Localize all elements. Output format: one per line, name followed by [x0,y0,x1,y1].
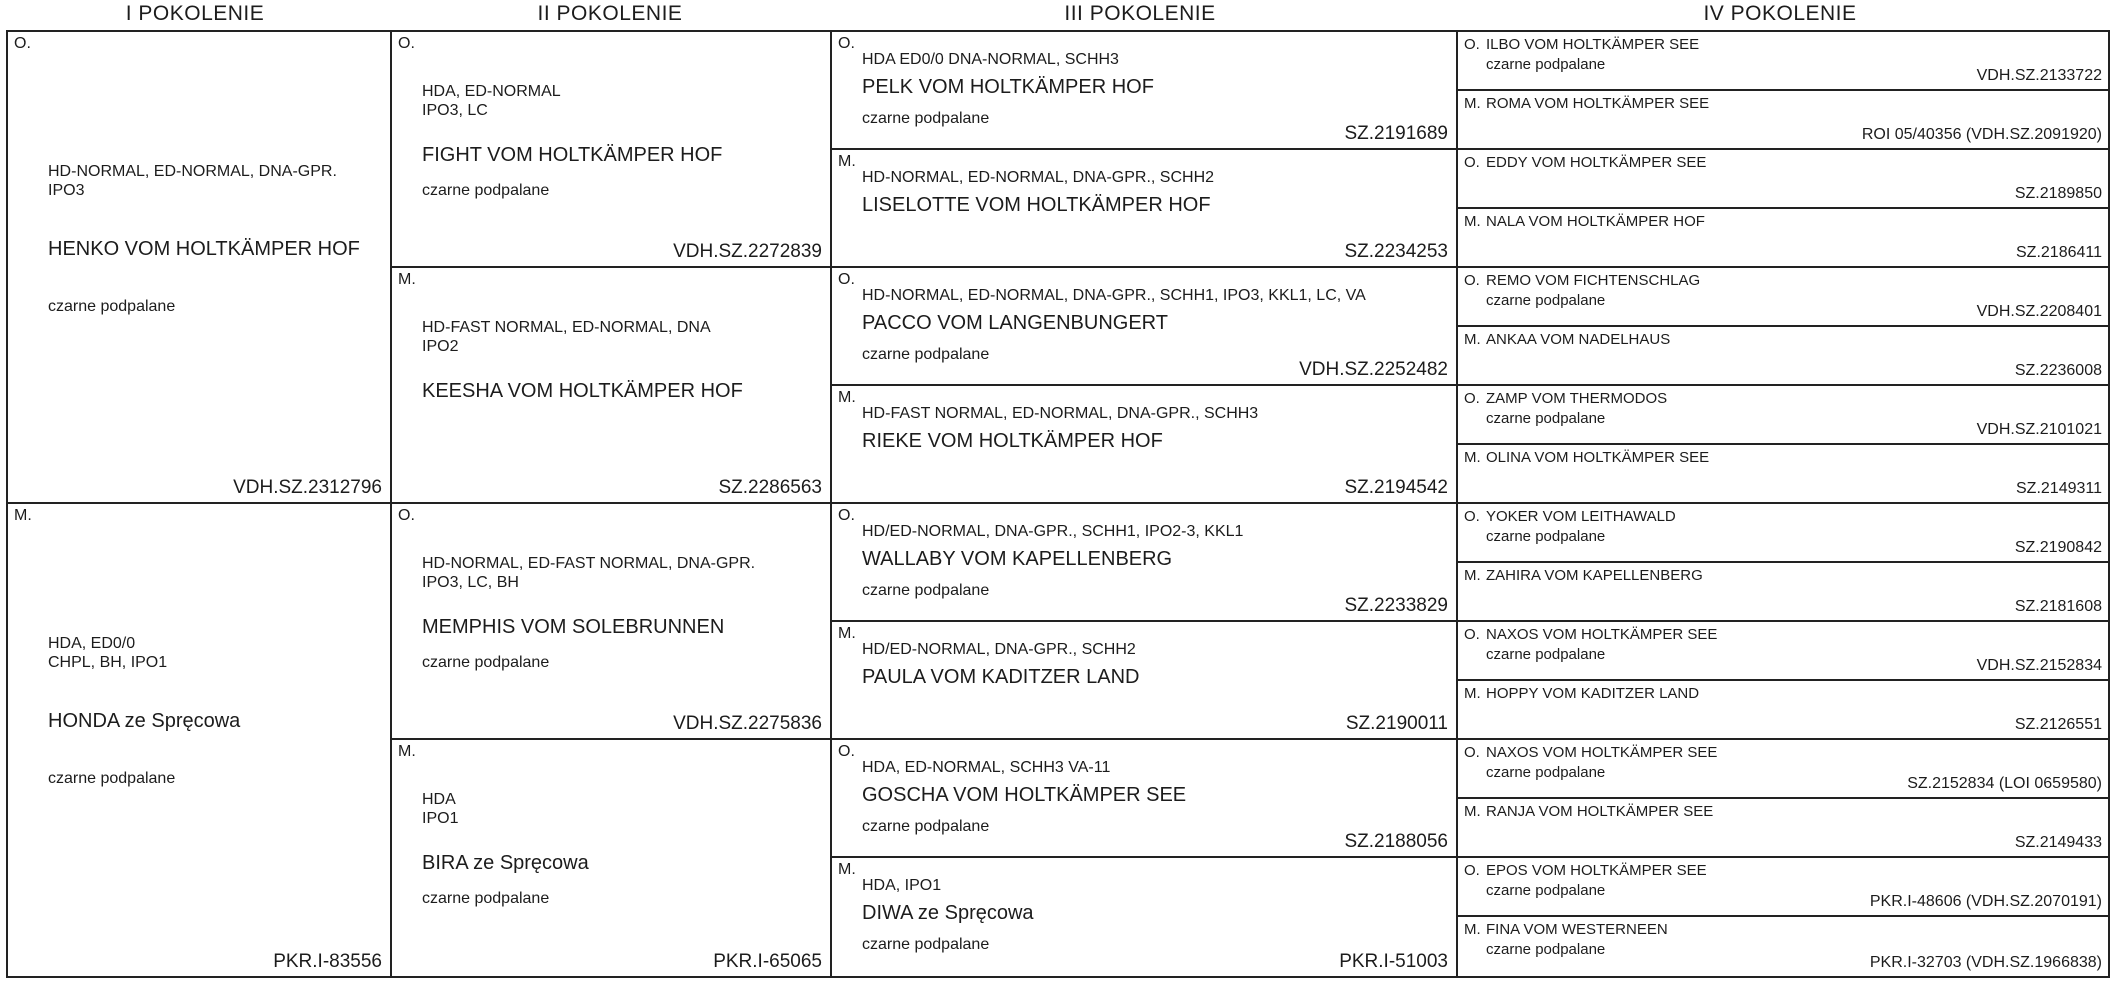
ancestor-sex: M. [1464,95,1481,112]
header-gen2: II POKOLENIE [537,2,683,25]
ancestor-sex: M. [1464,921,1481,938]
ancestor-color: czarne podpalane [1486,941,1606,958]
ancestor-sex: O. [1464,390,1480,407]
ancestor-sex: O. [398,35,415,52]
header-gen1: I POKOLENIE [125,2,265,25]
gen4-ancestor-cell [1458,445,2108,504]
ancestor-reg: SZ.2186411 [2016,244,2102,261]
gen2-ancestor-cell [392,32,832,268]
ancestor-info: HDA, ED-NORMAL, SCHH3 VA-11 [862,759,1111,776]
ancestor-color: czarne podpalane [862,936,990,953]
ancestor-color: czarne podpalane [862,346,990,363]
ancestor-sex: M. [1464,685,1481,702]
ancestor-info: HD-FAST NORMAL, ED-NORMAL, DNA-GPR., SCHH3 [862,405,1259,422]
gen4-ancestor-cell [1458,799,2108,858]
ancestor-info: HDA, ED-NORMAL IPO3, LC [422,83,561,119]
ancestor-name: KEESHA VOM HOLTKÄMPER HOF [422,380,743,402]
ancestor-color: czarne podpalane [48,770,176,787]
gen3-ancestor-cell [832,386,1458,504]
ancestor-info: HDA, IPO1 [862,877,942,894]
ancestor-reg: PKR.I-65065 [713,951,822,972]
ancestor-color: czarne podpalane [422,654,550,671]
ancestor-reg: VDH.SZ.2252482 [1299,359,1448,380]
gen3-ancestor-cell [832,622,1458,740]
ancestor-sex: M. [1464,213,1481,230]
gen4-ancestor-cell [1458,563,2108,622]
ancestor-reg: PKR.I-32703 (VDH.SZ.1966838) [1869,954,2102,971]
ancestor-sex: O. [1464,272,1480,289]
ancestor-color: czarne podpalane [1486,292,1606,309]
ancestor-name: YOKER VOM LEITHAWALD [1486,508,1676,525]
ancestor-info: HDA ED0/0 DNA-NORMAL, SCHH3 [862,51,1119,68]
ancestor-sex: O. [838,35,855,52]
ancestor-reg: SZ.2191689 [1344,123,1448,144]
gen4-ancestor-cell [1458,622,2108,681]
gen3-ancestor-cell [832,268,1458,386]
ancestor-name: WALLABY VOM KAPELLENBERG [862,548,1173,570]
ancestor-sex: M. [398,271,416,288]
ancestor-info: HD-NORMAL, ED-NORMAL, DNA-GPR. IPO3 [48,163,337,199]
ancestor-name: HENKO VOM HOLTKÄMPER HOF [48,238,360,260]
header-gen3: III POKOLENIE [1064,2,1216,25]
ancestor-name: ROMA VOM HOLTKÄMPER SEE [1486,95,1710,112]
ancestor-info: HD/ED-NORMAL, DNA-GPR., SCHH2 [862,641,1136,658]
ancestor-name: GOSCHA VOM HOLTKÄMPER SEE [862,784,1187,806]
ancestor-name: FIGHT VOM HOLTKÄMPER HOF [422,144,723,166]
ancestor-name: RANJA VOM HOLTKÄMPER SEE [1486,803,1714,820]
ancestor-info: HD-NORMAL, ED-NORMAL, DNA-GPR., SCHH1, IPO3, KKL1, LC, VA [862,287,1366,304]
gen4-ancestor-cell [1458,740,2108,799]
ancestor-name: REMO VOM FICHTENSCHLAG [1486,272,1701,289]
ancestor-reg: SZ.2189850 [2014,185,2102,202]
gen3-ancestor-cell [832,504,1458,622]
ancestor-name: MEMPHIS VOM SOLEBRUNNEN [422,616,725,638]
ancestor-reg: VDH.SZ.2275836 [673,713,822,734]
ancestor-name: PELK VOM HOLTKÄMPER HOF [862,76,1154,98]
ancestor-reg: VDH.SZ.2312796 [233,477,382,498]
gen1-ancestor-cell [8,504,392,976]
ancestor-name: NAXOS VOM HOLTKÄMPER SEE [1486,626,1718,643]
ancestor-reg: SZ.2234253 [1344,241,1448,262]
ancestor-reg: VDH.SZ.2152834 [1976,657,2102,674]
gen4-ancestor-cell [1458,150,2108,209]
ancestor-color: czarne podpalane [422,182,550,199]
ancestor-sex: M. [838,153,856,170]
ancestor-info: HD-FAST NORMAL, ED-NORMAL, DNA IPO2 [422,319,711,355]
ancestor-reg: VDH.SZ.2272839 [673,241,822,262]
gen4-ancestor-cell [1458,91,2108,150]
pedigree-table [6,30,2110,978]
ancestor-info: HDA IPO1 [422,791,459,827]
ancestor-reg: SZ.2190011 [1345,713,1448,734]
ancestor-reg: VDH.SZ.2133722 [1976,67,2102,84]
ancestor-sex: O. [1464,154,1480,171]
ancestor-reg: SZ.2236008 [2014,362,2102,379]
ancestor-color: czarne podpalane [862,818,990,835]
ancestor-name: BIRA ze Spręcowa [422,852,589,874]
ancestor-reg: SZ.2149433 [2014,834,2102,851]
ancestor-color: czarne podpalane [48,298,176,315]
ancestor-color: czarne podpalane [1486,56,1606,73]
generation-header [0,0,2117,30]
ancestor-name: LISELOTTE VOM HOLTKÄMPER HOF [862,194,1211,216]
ancestor-name: ZAMP VOM THERMODOS [1486,390,1668,407]
ancestor-name: HOPPY VOM KADITZER LAND [1486,685,1700,702]
ancestor-reg: SZ.2233829 [1344,595,1448,616]
ancestor-sex: O. [838,507,855,524]
ancestor-sex: O. [1464,744,1480,761]
ancestor-sex: O. [838,743,855,760]
ancestor-sex: M. [1464,331,1481,348]
ancestor-name: HONDA ze Spręcowa [48,710,241,732]
ancestor-reg: PKR.I-48606 (VDH.SZ.2070191) [1869,893,2102,910]
ancestor-reg: SZ.2286563 [718,477,822,498]
header-gen4: IV POKOLENIE [1703,2,1857,25]
ancestor-sex: M. [838,625,856,642]
ancestor-sex: M. [1464,449,1481,466]
ancestor-name: PAULA VOM KADITZER LAND [862,666,1140,688]
ancestor-color: czarne podpalane [1486,764,1606,781]
ancestor-name: PACCO VOM LANGENBUNGERT [862,312,1168,334]
ancestor-reg: SZ.2181608 [2014,598,2102,615]
ancestor-reg: SZ.2190842 [2014,539,2102,556]
gen2-ancestor-cell [392,268,832,504]
ancestor-sex: O. [1464,862,1480,879]
ancestor-name: RIEKE VOM HOLTKÄMPER HOF [862,430,1163,452]
ancestor-color: czarne podpalane [862,110,990,127]
ancestor-name: ILBO VOM HOLTKÄMPER SEE [1486,36,1700,53]
gen1-ancestor-cell [8,32,392,504]
gen3-ancestor-cell [832,150,1458,268]
gen4-ancestor-cell [1458,327,2108,386]
ancestor-reg: PKR.I-83556 [273,951,382,972]
ancestor-reg: SZ.2188056 [1344,831,1448,852]
gen4-ancestor-cell [1458,858,2108,917]
ancestor-sex: M. [1464,803,1481,820]
ancestor-info: HD/ED-NORMAL, DNA-GPR., SCHH1, IPO2-3, KKL1 [862,523,1244,540]
ancestor-sex: M. [838,861,856,878]
ancestor-name: FINA VOM WESTERNEEN [1486,921,1668,938]
ancestor-sex: O. [1464,508,1480,525]
ancestor-name: OLINA VOM HOLTKÄMPER SEE [1486,449,1710,466]
ancestor-reg: SZ.2194542 [1344,477,1448,498]
ancestor-name: NALA VOM HOLTKÄMPER HOF [1486,213,1705,230]
ancestor-reg: VDH.SZ.2101021 [1976,421,2102,438]
ancestor-reg: VDH.SZ.2208401 [1976,303,2102,320]
ancestor-sex: M. [14,507,32,524]
ancestor-sex: O. [838,271,855,288]
ancestor-reg: SZ.2126551 [2014,716,2102,733]
gen4-ancestor-cell [1458,209,2108,268]
gen3-ancestor-cell [832,32,1458,150]
ancestor-info: HDA, ED0/0 CHPL, BH, IPO1 [48,635,168,671]
gen4-ancestor-cell [1458,268,2108,327]
ancestor-sex: O. [1464,36,1480,53]
gen4-ancestor-cell [1458,917,2108,976]
ancestor-info: HD-NORMAL, ED-NORMAL, DNA-GPR., SCHH2 [862,169,1215,186]
ancestor-reg: PKR.I-51003 [1339,951,1448,972]
gen3-ancestor-cell [832,740,1458,858]
ancestor-name: EPOS VOM HOLTKÄMPER SEE [1486,862,1707,879]
ancestor-color: czarne podpalane [1486,882,1606,899]
ancestor-name: NAXOS VOM HOLTKÄMPER SEE [1486,744,1718,761]
gen4-ancestor-cell [1458,386,2108,445]
ancestor-color: czarne podpalane [1486,410,1606,427]
ancestor-sex: O. [14,35,31,52]
ancestor-name: ANKAA VOM NADELHAUS [1486,331,1671,348]
gen2-ancestor-cell [392,504,832,740]
ancestor-sex: M. [1464,567,1481,584]
ancestor-name: ZAHIRA VOM KAPELLENBERG [1486,567,1703,584]
ancestor-color: czarne podpalane [1486,646,1606,663]
gen2-ancestor-cell [392,740,832,976]
ancestor-info: HD-NORMAL, ED-FAST NORMAL, DNA-GPR. IPO3, LC, BH [422,555,756,591]
ancestor-color: czarne podpalane [422,890,550,907]
ancestor-sex: M. [398,743,416,760]
ancestor-color: czarne podpalane [1486,528,1606,545]
ancestor-reg: SZ.2152834 (LOI 0659580) [1907,775,2102,792]
ancestor-reg: ROI 05/40356 (VDH.SZ.2091920) [1861,126,2102,143]
ancestor-color: czarne podpalane [862,582,990,599]
gen4-ancestor-cell [1458,32,2108,91]
ancestor-sex: O. [398,507,415,524]
ancestor-sex: M. [838,389,856,406]
ancestor-name: EDDY VOM HOLTKÄMPER SEE [1486,154,1707,171]
ancestor-reg: SZ.2149311 [2016,480,2102,497]
gen4-ancestor-cell [1458,504,2108,563]
gen3-ancestor-cell [832,858,1458,976]
ancestor-sex: O. [1464,626,1480,643]
gen4-ancestor-cell [1458,681,2108,740]
ancestor-name: DIWA ze Spręcowa [862,902,1034,924]
